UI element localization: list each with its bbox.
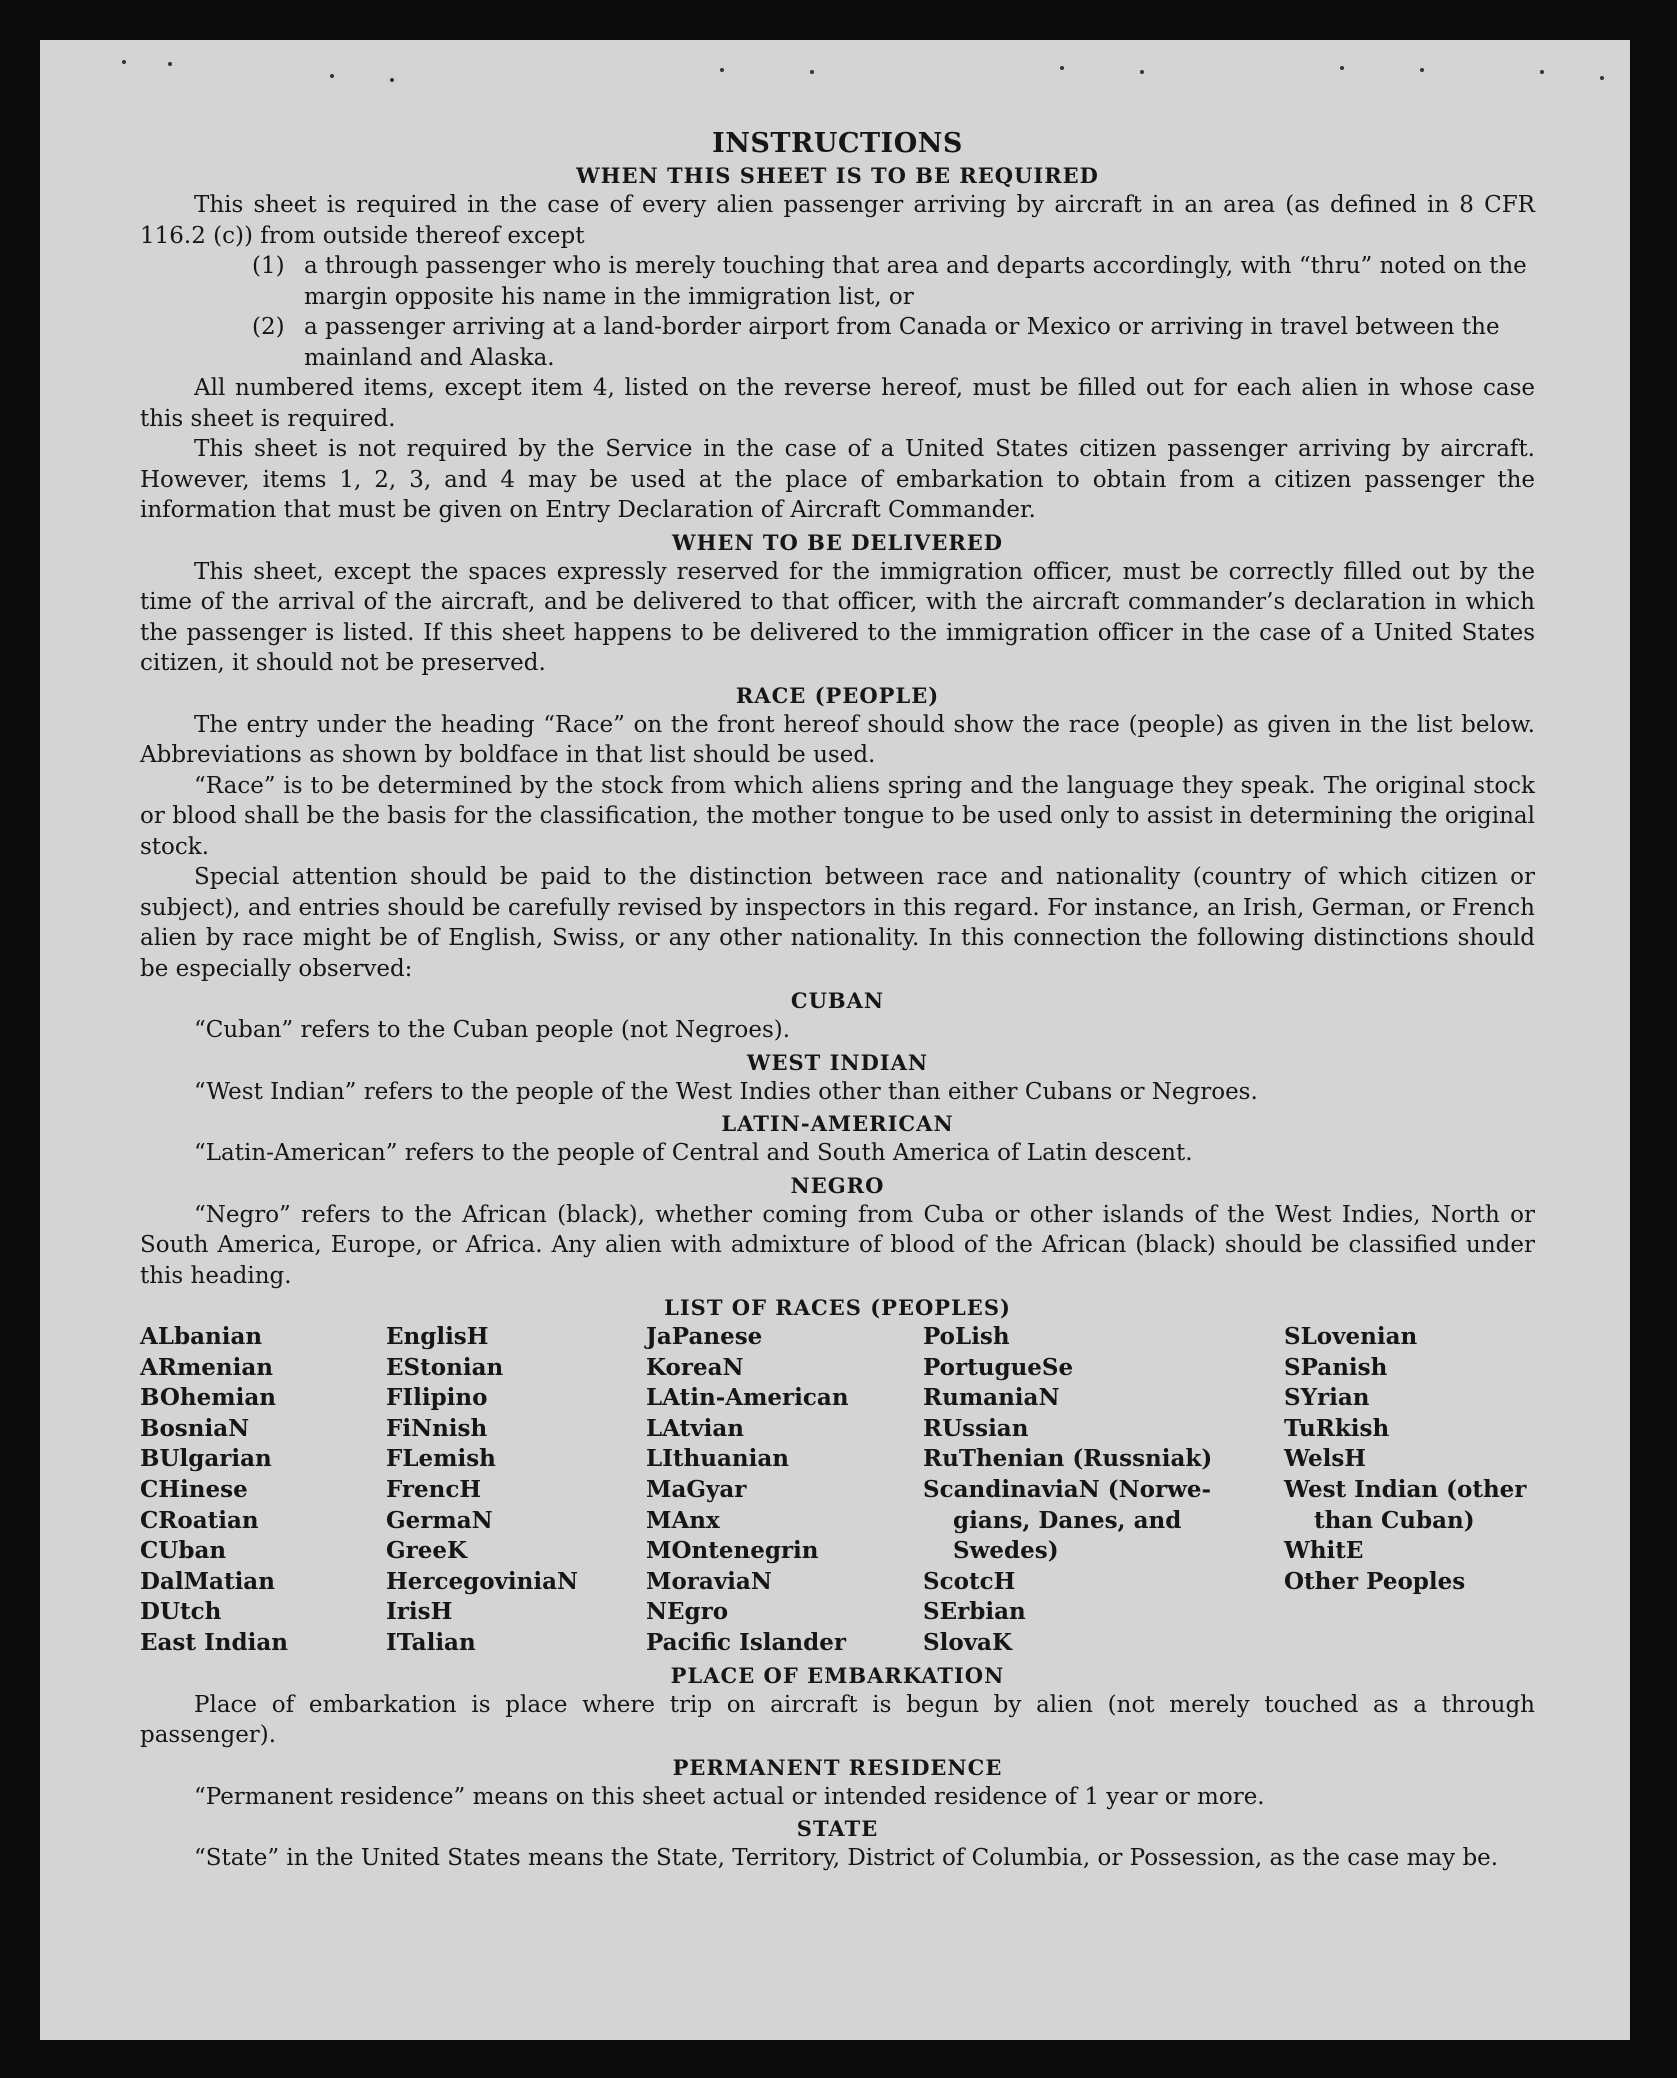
section-race bbox=[140, 683, 1535, 985]
race-entry: FiNnish bbox=[386, 1414, 488, 1442]
paragraph: All numbered items, except item 4, listed on the reverse hereof, must be filled out for each alien in whose case this sheet is required. bbox=[140, 375, 1535, 432]
race-entry: FIlipino bbox=[386, 1384, 488, 1412]
section-heading: CUBAN bbox=[790, 988, 885, 1013]
race-entry: TuRkish bbox=[1284, 1414, 1390, 1442]
section-residence bbox=[140, 1755, 1535, 1813]
race-entry: LAtvian bbox=[646, 1414, 744, 1442]
race-entry: CRoatian bbox=[140, 1506, 259, 1534]
race-entry: GreeK bbox=[386, 1537, 468, 1565]
race-entry: DalMatian bbox=[140, 1567, 275, 1595]
race-entry: BOhemian bbox=[140, 1384, 276, 1412]
section-heading: WHEN TO BE DELIVERED bbox=[671, 529, 1003, 555]
races-column-4 bbox=[923, 1322, 1284, 1659]
race-entry: gians, Danes, and bbox=[953, 1506, 1182, 1534]
section-heading: NEGRO bbox=[790, 1172, 885, 1198]
item-number: (1) bbox=[252, 253, 285, 279]
race-entry: HercegoviniaN bbox=[386, 1567, 579, 1595]
race-entry: PortugueSe bbox=[923, 1353, 1074, 1381]
section-when-delivered bbox=[140, 530, 1535, 679]
item-text: a through passenger who is merely touching that area and departs accordingly, with “thru” noted on the margin opposite his name in the immigration list, or bbox=[304, 253, 1527, 310]
numbered-item bbox=[252, 251, 1535, 312]
paragraph: Place of embarkation is place where trip on aircraft is begun by alien (not merely touched as a through passenger). bbox=[140, 1691, 1535, 1749]
section-state bbox=[140, 1816, 1535, 1874]
race-entry: ScandinaviaN (Norwe- bbox=[923, 1475, 1212, 1503]
section-heading: LATIN-AMERICAN bbox=[721, 1111, 954, 1136]
paragraph: “Cuban” refers to the Cuban people (not Negroes). bbox=[194, 1017, 791, 1043]
races-column-1 bbox=[140, 1322, 386, 1659]
section-embarkation bbox=[140, 1663, 1535, 1751]
race-entry: MOntenegrin bbox=[646, 1537, 819, 1565]
race-entry: BosniaN bbox=[140, 1414, 250, 1442]
race-entry: IrisH bbox=[386, 1598, 453, 1626]
paragraph: “Negro” refers to the African (black), whether coming from Cuba or other islands of the West Indies, North or South America, Europe, or Africa. Any alien with admixture of blood of the African (black) should be classified under this heading. bbox=[140, 1201, 1535, 1289]
race-entry: BUlgarian bbox=[140, 1445, 272, 1473]
race-entry: DUtch bbox=[140, 1598, 222, 1626]
section-heading: WEST INDIAN bbox=[746, 1049, 929, 1075]
races-column-2 bbox=[386, 1322, 646, 1659]
race-entry: SLovenian bbox=[1284, 1323, 1418, 1350]
race-entry: PoLish bbox=[923, 1323, 1010, 1350]
paragraph: “State” in the United States means the State, Territory, District of Columbia, or Possession, as the case may be. bbox=[194, 1845, 1499, 1872]
race-entry: MaGyar bbox=[646, 1475, 747, 1503]
race-entry: LIthuanian bbox=[646, 1445, 789, 1473]
paragraph: “Race” is to be determined by the stock from which aliens spring and the language they speak. The original stock or blood shall be the basis for the classification, the mother tongue to be used only to assist in determining the original stock. bbox=[140, 772, 1535, 860]
section-heading: LIST OF RACES (PEOPLES) bbox=[664, 1295, 1011, 1320]
section-cuban bbox=[140, 988, 1535, 1046]
race-entry: WelsH bbox=[1284, 1445, 1367, 1473]
paragraph: Special attention should be paid to the distinction between race and nationality (country of which citizen or subject), and entries should be carefully revised by inspectors in this regard. For instance, an Irish, German, or French alien by race might be of English, Swiss, or any other nationality. In this connection the following distinctions should be especially observed: bbox=[140, 864, 1535, 982]
race-entry: FLemish bbox=[386, 1445, 496, 1473]
race-entry: CUban bbox=[140, 1537, 227, 1565]
race-entry: LAtin-American bbox=[646, 1384, 849, 1412]
paragraph: This sheet is not required by the Service in the case of a United States citizen passenger arriving by aircraft. However, items 1, 2, 3, and 4 may be used at the place of embarkation to obtain from a citizen passenger the information that must be given on Entry Declaration of Aircraft Commander. bbox=[140, 436, 1535, 523]
race-entry: CHinese bbox=[140, 1475, 248, 1503]
race-entry: RumaniaN bbox=[923, 1384, 1060, 1412]
race-entry: SErbian bbox=[923, 1598, 1026, 1626]
document-page bbox=[40, 40, 1630, 2040]
section-heading: PLACE OF EMBARKATION bbox=[670, 1662, 1005, 1688]
numbered-item bbox=[252, 312, 1535, 373]
race-entry: ITalian bbox=[386, 1628, 476, 1656]
paragraph: This sheet, except the spaces expressly reserved for the immigration officer, must be correctly filled out by the time of the arrival of the aircraft, and be delivered to that officer, with the aircraft commander’s declaration in which the passenger is listed. If this sheet happens to be delivered to the immigration officer in the case of a United States citizen, it should not be preserved. bbox=[140, 558, 1535, 676]
paragraph: “Latin-American” refers to the people of Central and South America of Latin descent. bbox=[194, 1140, 1193, 1166]
race-entry: SPanish bbox=[1284, 1353, 1388, 1381]
page-title: INSTRUCTIONS bbox=[712, 128, 963, 159]
paragraph: The entry under the heading “Race” on the front hereof should show the race (people) as given in the list below. Abbreviations as shown by boldface in that list should be used. bbox=[140, 711, 1535, 768]
item-text: a passenger arriving at a land-border airport from Canada or Mexico or arriving in travel between the mainland and Alaska. bbox=[304, 314, 1500, 371]
race-entry: RUssian bbox=[923, 1414, 1029, 1442]
race-entry: East Indian bbox=[140, 1628, 288, 1656]
races-table bbox=[140, 1322, 1535, 1659]
race-entry: NEgro bbox=[646, 1598, 729, 1626]
race-entry: Other Peoples bbox=[1284, 1567, 1466, 1595]
section-latin-american bbox=[140, 1111, 1535, 1169]
section-heading: STATE bbox=[796, 1816, 879, 1842]
paragraph: This sheet is required in the case of every alien passenger arriving by aircraft in an area (as defined in 8 CFR 116.2 (c)) from outside thereof except bbox=[140, 192, 1535, 249]
races-column-3 bbox=[646, 1322, 923, 1659]
race-entry: ARmenian bbox=[140, 1353, 274, 1381]
race-entry: ALbanian bbox=[140, 1323, 263, 1350]
paragraph: “Permanent residence” means on this sheet actual or intended residence of 1 year or more. bbox=[194, 1783, 1265, 1810]
races-column-5 bbox=[1284, 1322, 1544, 1659]
race-entry: GermaN bbox=[386, 1506, 493, 1534]
race-entry: SYrian bbox=[1284, 1384, 1370, 1412]
race-entry: WhitE bbox=[1284, 1537, 1364, 1565]
section-heading: RACE (PEOPLE) bbox=[735, 682, 940, 708]
race-entry: ScotcH bbox=[923, 1567, 1016, 1595]
race-entry: West Indian (other bbox=[1284, 1475, 1527, 1503]
race-entry: MAnx bbox=[646, 1506, 720, 1534]
race-entry: SlovaK bbox=[923, 1628, 1012, 1656]
race-entry: MoraviaN bbox=[646, 1567, 772, 1595]
race-entry: than Cuban) bbox=[1314, 1506, 1475, 1534]
section-west-indian bbox=[140, 1050, 1535, 1108]
item-number: (2) bbox=[252, 314, 285, 340]
section-when-required bbox=[140, 163, 1535, 526]
race-entry: Pacific Islander bbox=[646, 1628, 846, 1656]
race-entry: EStonian bbox=[386, 1353, 504, 1381]
section-list-of-races bbox=[140, 1295, 1535, 1659]
race-entry: FrencH bbox=[386, 1475, 482, 1503]
section-heading: WHEN THIS SHEET IS TO BE REQUIRED bbox=[576, 163, 1099, 188]
race-entry: JaPanese bbox=[646, 1323, 763, 1350]
race-entry: KoreaN bbox=[646, 1353, 744, 1381]
race-entry: Swedes) bbox=[953, 1537, 1059, 1565]
race-entry: RuThenian (Russniak) bbox=[923, 1445, 1213, 1473]
section-heading: PERMANENT RESIDENCE bbox=[672, 1754, 1003, 1780]
race-entry: EnglisH bbox=[386, 1323, 489, 1350]
section-negro bbox=[140, 1173, 1535, 1292]
paragraph: “West Indian” refers to the people of the West Indies other than either Cubans or Negroes. bbox=[194, 1078, 1258, 1105]
